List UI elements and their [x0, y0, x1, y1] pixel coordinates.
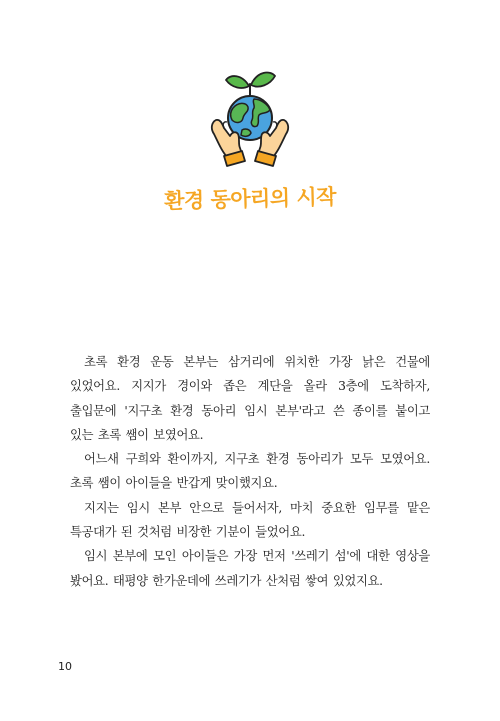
body-text: [70, 350, 430, 593]
paragraph: 어느새 구희와 환이까지, 지구초 환경 동아리가 모두 모였어요. 초록 쌤이 아이들을 반갑게 맞이했지요.: [70, 452, 430, 491]
chapter-title: 환경 동아리의 시작: [163, 184, 337, 214]
page-number: 10: [58, 660, 72, 673]
paragraph: 임시 본부에 모인 아이들은 가장 먼저 '쓰레기 섬'에 대한 영상을 봤어요. 태평양 한가운데에 쓰레기가 산처럼 쌓여 있었지요.: [70, 549, 430, 588]
globe-in-hands-icon: [202, 68, 298, 170]
paragraph: 지지는 임시 본부 안으로 들어서자, 마치 중요한 임무를 맡은 특공대가 된 것처럼 비장한 기분이 들었어요.: [70, 500, 430, 540]
paragraph: 초록 환경 운동 본부는 삼거리에 위치한 가장 낡은 건물에 있었어요. 지지가 경이와 좁은 계단을 올라 3층에 도착하자, 출입문에 '지구초 환경 동아리 임시 본부'라고 쓴 종이를 붙이고 있는 초록 쌤이 보였어요.: [70, 355, 430, 442]
